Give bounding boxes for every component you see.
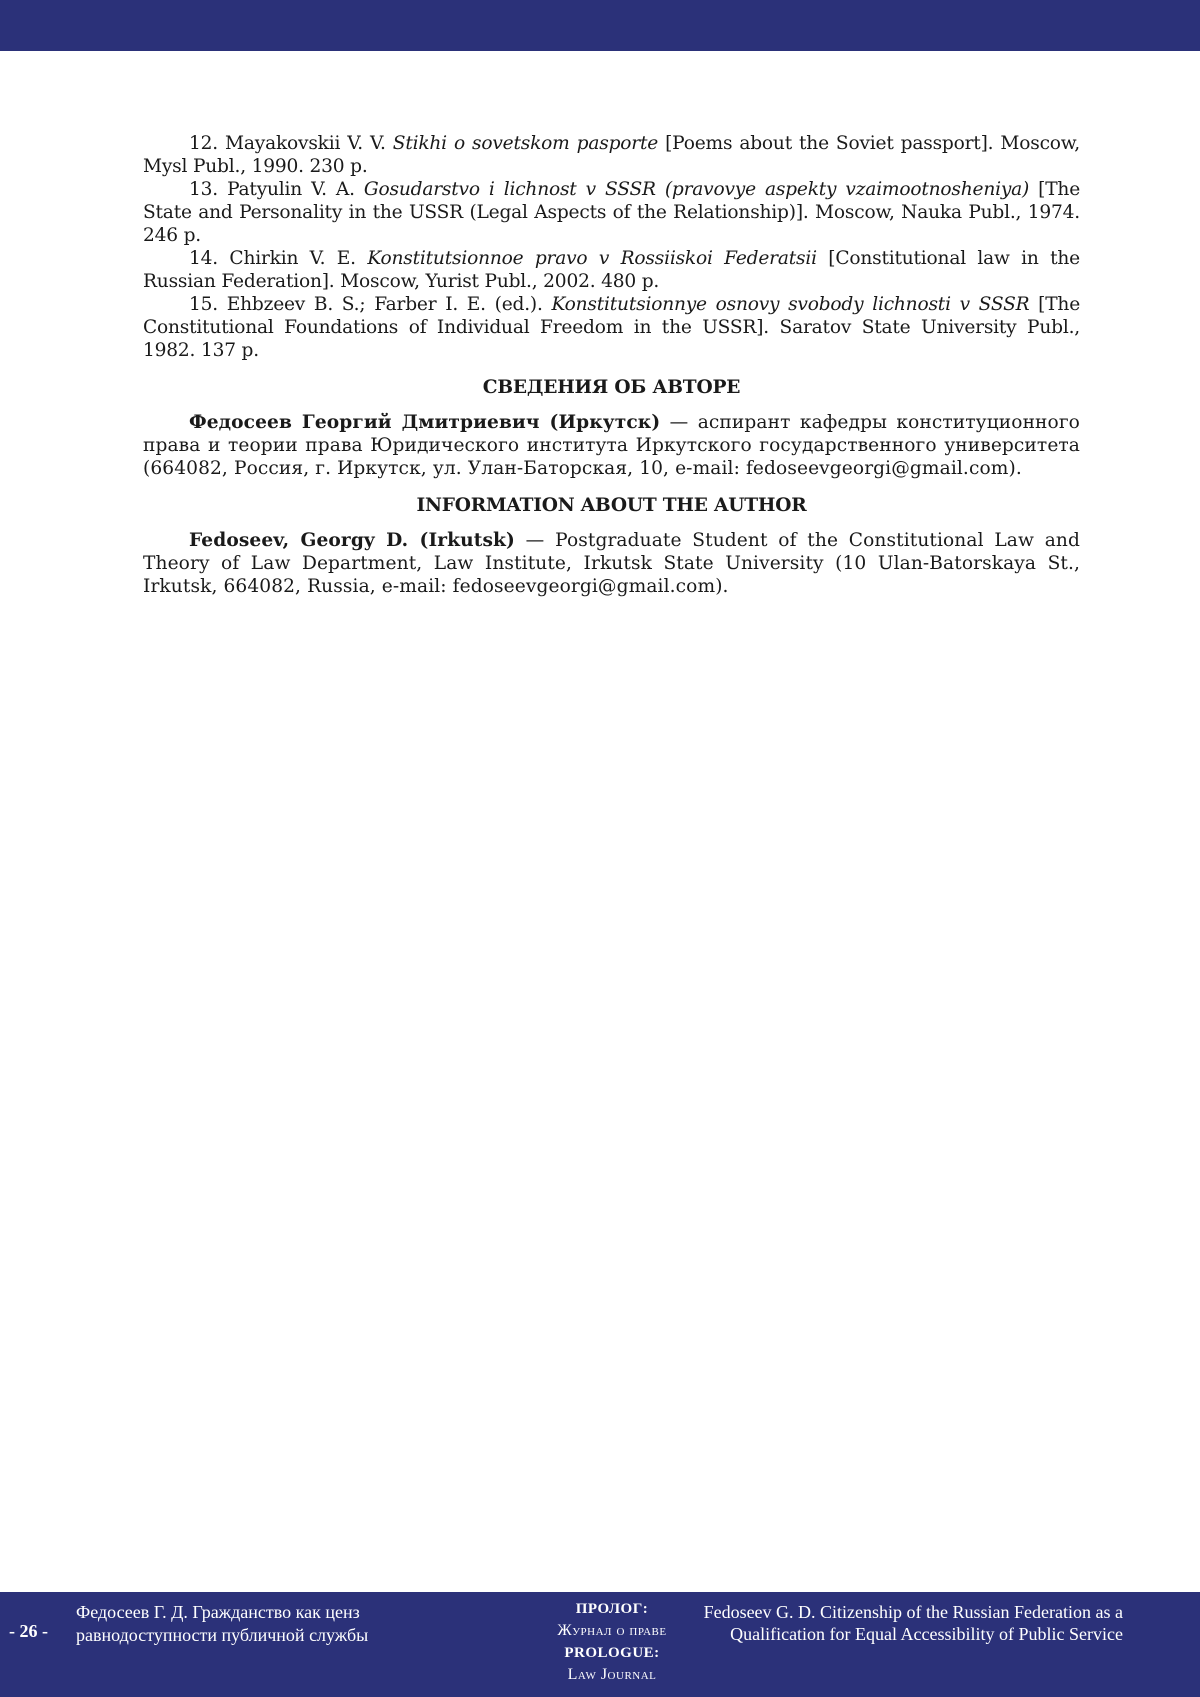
reference-details: [Poems about the Soviet passport]. Moscow, Mysl Publ., 1990. 230 p. [143,133,1081,177]
reference-title: Konstitutsionnoe pravo v Rossiiskoi Federatsii [367,248,817,269]
reference-item [143,293,1080,362]
journal-title-block [520,1598,704,1686]
journal-subtitle-ru: Журнал о праве [557,1622,667,1639]
reference-authors: Mayakovskii V. V. [225,133,393,154]
journal-title-ru: ПРОЛОГ: [575,1601,649,1617]
author-bio-en [143,529,1080,598]
author-bio-ru [143,411,1080,480]
reference-authors: Ehbzeev B. S.; Farber I. E. (ed.). [226,294,552,315]
reference-details: [Constitutional law in the Russian Federation]. Moscow, Yurist Publ., 2002. 480 p. [143,248,1080,292]
reference-number: 14. [189,248,218,269]
page-number: - 26 - [9,1621,48,1641]
reference-item [143,132,1080,178]
reference-details: [The State and Personality in the USSR (Legal Aspects of the Relationship)]. Moscow, Nauka Publ., 1974. 246 p. [143,179,1080,246]
reference-authors: Patyulin V. A. [227,179,364,200]
reference-title: Gosudarstvo i lichnost v SSSR (pravovye aspekty vzaimootnosheniya) [363,179,1030,200]
author-heading-en: INFORMATION ABOUT THE AUTHOR [416,495,807,516]
reference-number: 12. [189,133,218,154]
author-details-ru: — аспирант кафедры конституционного права и теории права Юридического института Иркутского государственного университета (664082, Россия, г. Иркутск, ул. Улан-Баторская, 10, e-mail: fedoseevgeorgi@gmail.com). [143,412,1080,479]
reference-number: 15. [189,294,218,315]
footer-article-en: Fedoseev G. D. Citizenship of the Russian Federation as a Qualification for Equal Accessibility of Public Service [703,1602,1123,1644]
journal-title-en: PROLOGUE: [564,1645,660,1661]
reference-number: 13. [189,179,218,200]
author-name-en: Fedoseev, Georgy D. (Irkutsk) [189,530,515,551]
page-footer [0,1592,1200,1697]
reference-details: [The Constitutional Foundations of Individual Freedom in the USSR]. Saratov State University Publ., 1982. 137 p. [143,294,1081,361]
reference-title: Konstitutsionnye osnovy svobody lichnosti v SSSR [551,294,1030,315]
footer-article-ru: Федосеев Г. Д. Гражданство как ценз равнодоступности публичной службы [76,1602,369,1645]
author-details-en: — Postgraduate Student of the Constitutional Law and Theory of Law Department, Law Institute, Irkutsk State University (10 Ulan-Batorskaya St., Irkutsk, 664082, Russia, e-mail: fedoseevgeorgi@gmail.com). [143,530,1081,597]
reference-item [143,178,1080,247]
author-heading-ru: СВЕДЕНИЯ ОБ АВТОРЕ [482,377,741,398]
reference-authors: Chirkin V. E. [229,248,368,269]
page-content [143,132,1080,598]
header-band [0,0,1200,51]
reference-item [143,247,1080,293]
author-name-ru: Федосеев Георгий Дмитриевич (Иркутск) [189,412,661,433]
journal-subtitle-en: Law Journal [567,1666,657,1683]
reference-title: Stikhi o sovetskom pasporte [392,133,659,154]
